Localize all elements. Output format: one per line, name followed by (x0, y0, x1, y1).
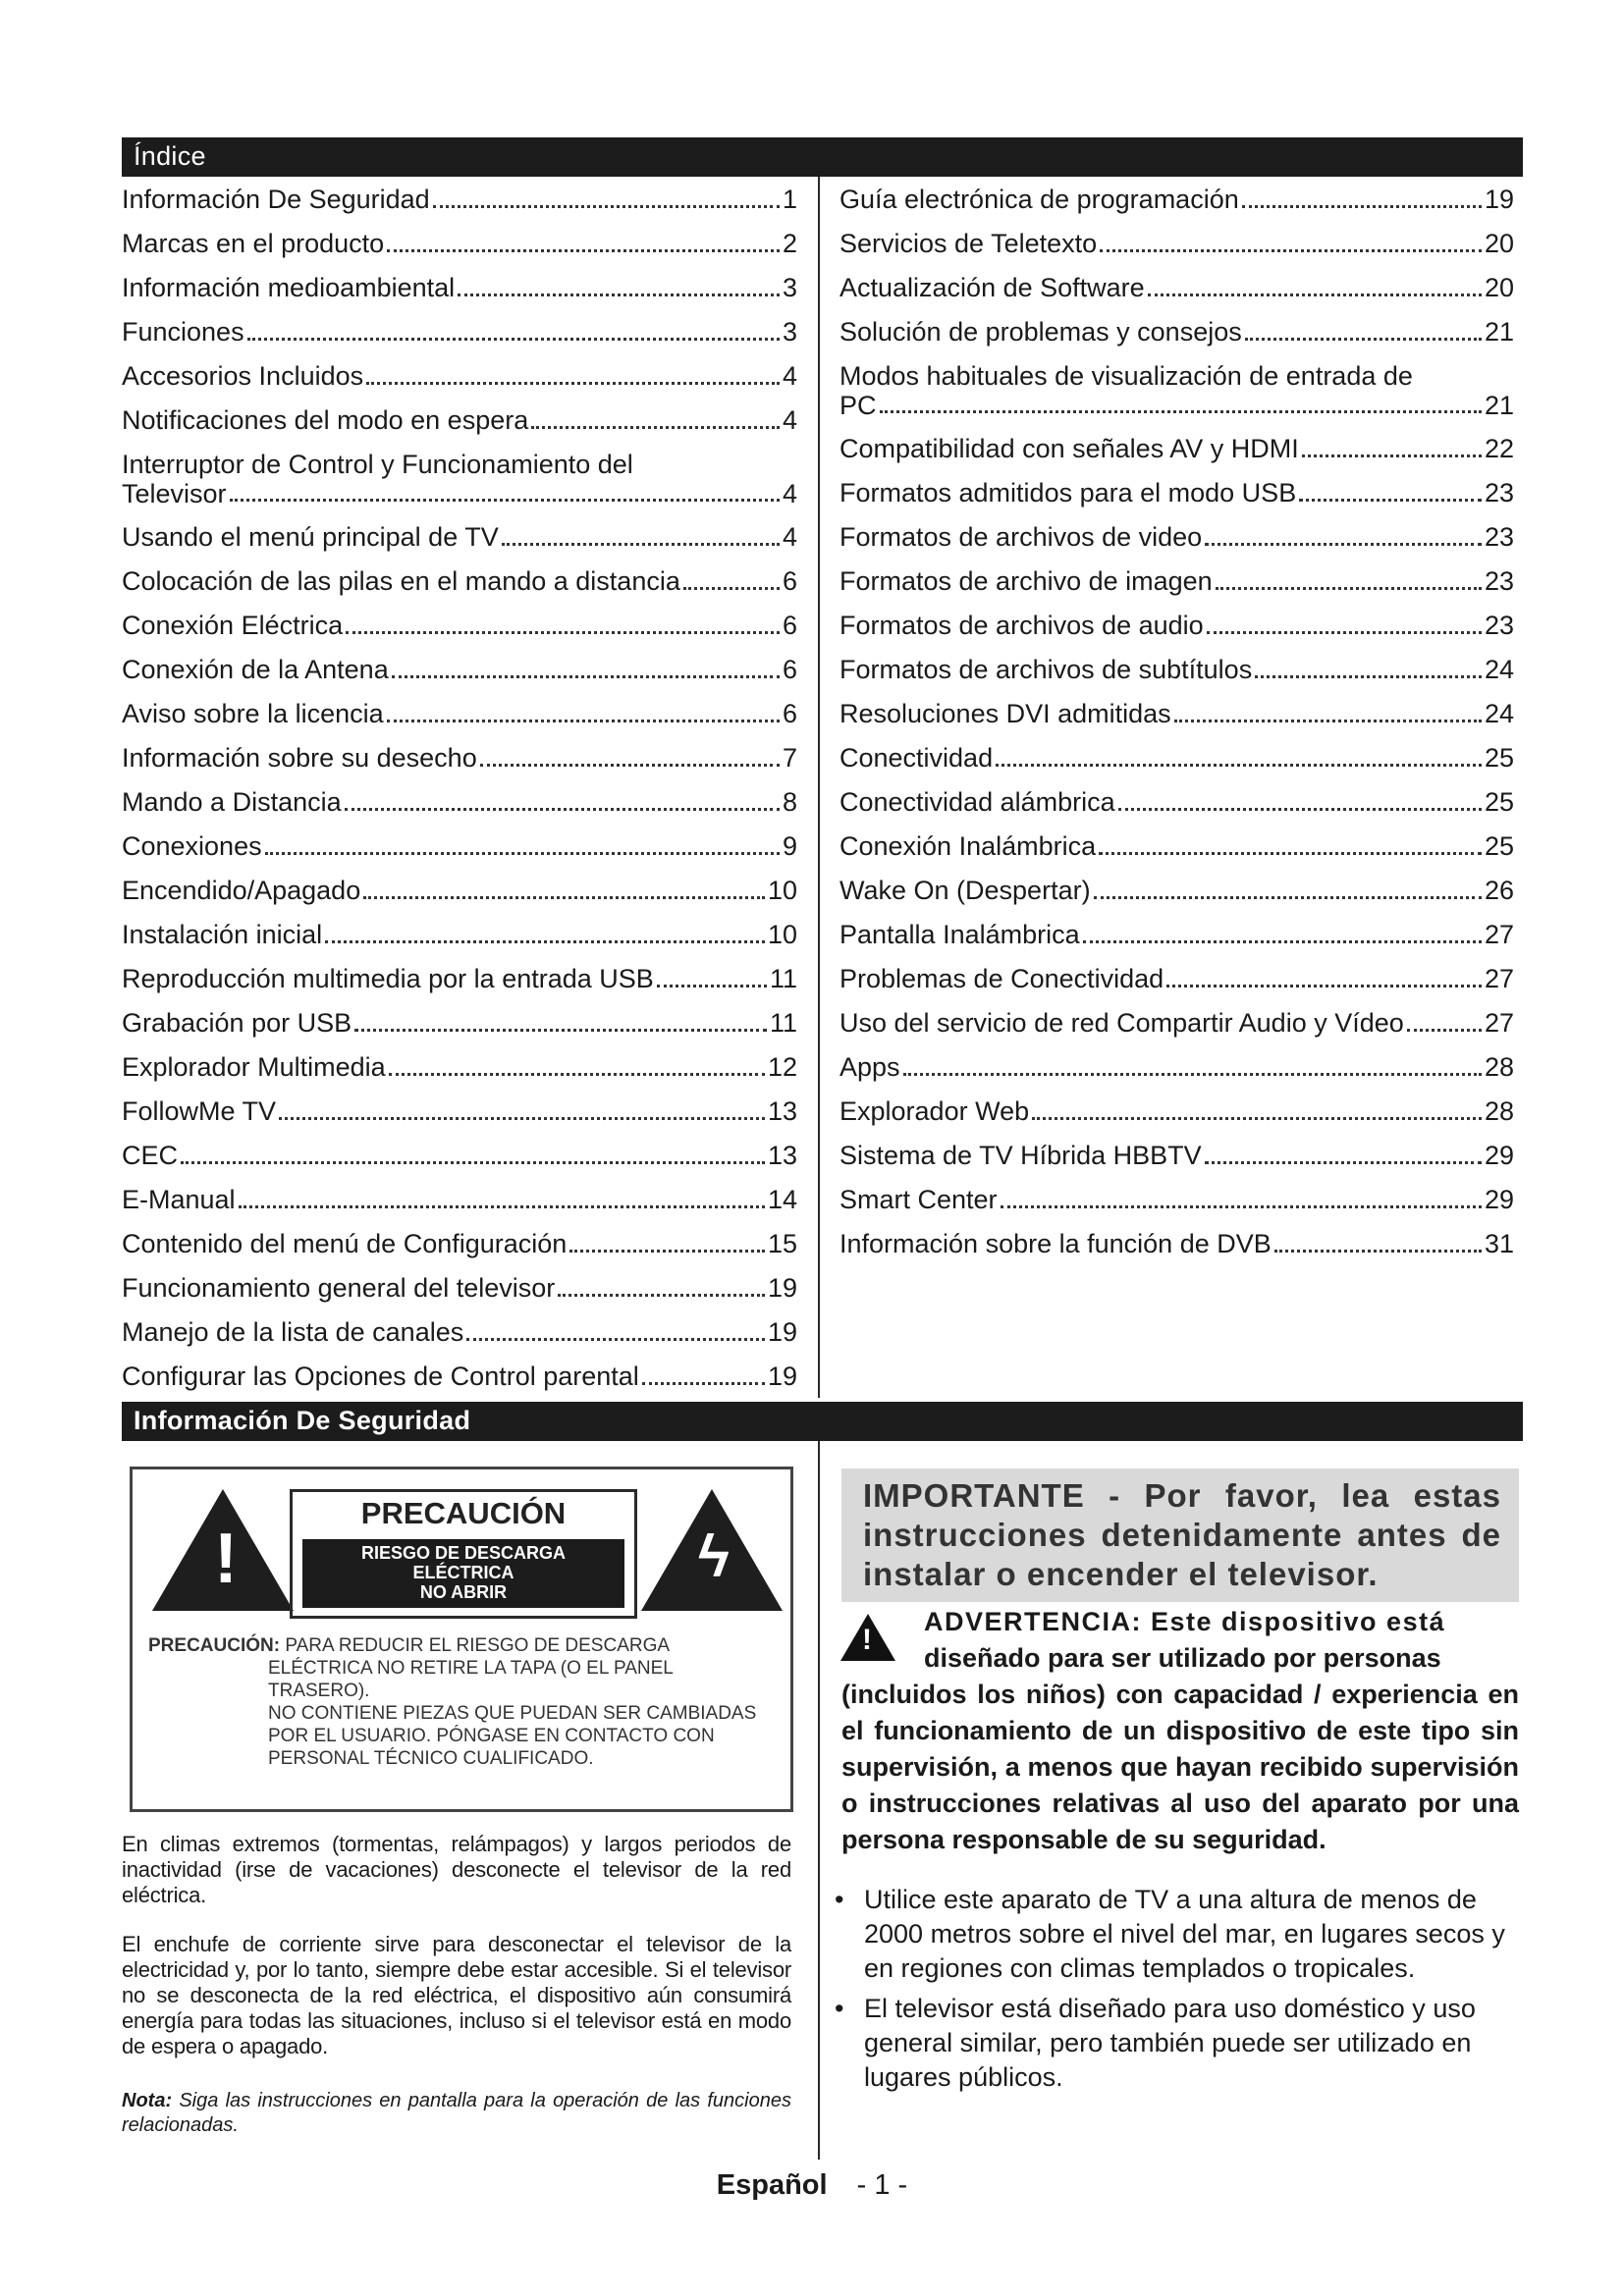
toc-page-number: 3 (782, 317, 797, 347)
warning-line-1: ADVERTENCIA: Este dispositivo está (924, 1607, 1446, 1636)
toc-leader-dots (389, 1073, 765, 1076)
toc-leader-dots (1148, 294, 1482, 296)
toc-page-number: 12 (767, 1052, 797, 1082)
toc-entry-title: Problemas de Conectividad (839, 964, 1164, 993)
toc-entry (122, 876, 797, 906)
toc-entry-title: Conexión Eléctrica (122, 611, 344, 640)
toc-entry-line (122, 479, 797, 508)
page-number: - 1 - (856, 2169, 908, 2201)
safety-bullets (835, 1883, 1532, 2101)
toc-entry-title: Pantalla Inalámbrica (839, 920, 1080, 949)
toc-entry (122, 1008, 797, 1039)
toc-entry (122, 1185, 797, 1215)
safety-title: Información De Seguridad (134, 1406, 471, 1435)
toc-page-number: 23 (1484, 522, 1514, 552)
toc-leader-dots (502, 543, 780, 546)
toc-entry (839, 831, 1514, 862)
toc-entry (839, 273, 1514, 303)
toc-entry-title: Encendido/Apagado (122, 876, 361, 905)
toc-entry-title: Información sobre la función de DVB (839, 1229, 1272, 1258)
toc-entry-title: Interruptor de Control y Funcionamiento del (122, 450, 633, 479)
toc-right-column (839, 185, 1514, 1273)
toc-entry-title: Conexión de la Antena (122, 655, 389, 684)
toc-entry-title: Conectividad (839, 743, 994, 773)
toc-entry (839, 566, 1514, 597)
risk-line-2: ELÉCTRICA (412, 1563, 514, 1582)
note-label: Nota: (122, 2090, 173, 2111)
toc-page-number: 27 (1484, 920, 1514, 949)
toc-entry (839, 1008, 1514, 1039)
toc-leader-dots (433, 205, 780, 208)
toc-entry-title: Mando a Distancia (122, 787, 342, 817)
toc-entry-title: Información sobre su desecho (122, 743, 477, 773)
toc-entry (839, 655, 1514, 685)
bullet-item (835, 1992, 1532, 2095)
toc-leader-dots (345, 808, 780, 811)
toc-entry (839, 229, 1514, 259)
toc-leader-dots (657, 985, 767, 988)
toc-entry (122, 964, 797, 994)
toc-page-number: 24 (1484, 699, 1514, 728)
toc-entry-title: Manejo de la lista de canales (122, 1317, 464, 1347)
toc-page-number: 6 (782, 699, 797, 728)
toc-page-number: 25 (1484, 831, 1514, 861)
toc-page-number: 3 (782, 273, 797, 302)
warning-text (841, 1604, 1519, 1858)
toc-leader-dots (1094, 896, 1482, 899)
toc-entry-title: Colocación de las pilas en el mando a distancia (122, 566, 680, 596)
page-footer (0, 2169, 1624, 2202)
toc-page-number: 11 (769, 1008, 797, 1038)
toc-leader-dots (569, 1250, 765, 1253)
toc-entry (839, 522, 1514, 553)
caution-label-box (130, 1467, 793, 1812)
toc-page-number: 26 (1484, 876, 1514, 905)
toc-page-number: 8 (782, 787, 797, 817)
warning-triangle-icon: ! (152, 1489, 294, 1611)
toc-entry-title: Compatibilidad con señales AV y HDMI (839, 434, 1299, 463)
toc-entry-title: Modos habituales de visualización de entrada de (839, 361, 1413, 391)
toc-leader-dots (1083, 940, 1482, 943)
toc-page-number: 13 (767, 1141, 797, 1170)
toc-entry-title: Servicios de Teletexto (839, 229, 1098, 258)
risk-label (302, 1539, 624, 1608)
toc-leader-dots (880, 410, 1482, 413)
toc-entry-title: Notificaciones del modo en espera (122, 405, 529, 435)
toc-leader-dots (1299, 499, 1482, 502)
toc-page-number: 31 (1484, 1229, 1514, 1258)
toc-entry-title: Conectividad alámbrica (839, 787, 1115, 817)
toc-entry (122, 1052, 797, 1083)
column-divider-bottom (818, 1441, 820, 2160)
toc-page-number: 23 (1484, 566, 1514, 596)
toc-leader-dots (1245, 338, 1482, 341)
toc-leader-dots (325, 940, 765, 943)
toc-entry-title: Formatos de archivos de audio (839, 611, 1204, 640)
toc-page-number: 10 (767, 920, 797, 949)
toc-entry (839, 1096, 1514, 1127)
toc-page-number: 20 (1484, 273, 1514, 302)
toc-leader-dots (354, 1029, 767, 1032)
toc-entry-line (839, 391, 1514, 420)
toc-page-number: 28 (1484, 1052, 1514, 1082)
toc-page-number: 21 (1484, 391, 1514, 420)
toc-page-number: 23 (1484, 611, 1514, 640)
toc-leader-dots (1100, 249, 1482, 252)
toc-entry-title: Conexión Inalámbrica (839, 831, 1097, 861)
toc-page-number: 27 (1484, 1008, 1514, 1038)
toc-entry-title-cont: Televisor (122, 479, 227, 508)
toc-leader-dots (1205, 1161, 1482, 1164)
toc-leader-dots (480, 764, 780, 767)
toc-page-number: 29 (1484, 1185, 1514, 1214)
toc-page-number: 6 (782, 566, 797, 596)
toc-page-number: 13 (767, 1096, 797, 1126)
bullet-mark: • (835, 1994, 844, 2023)
toc-leader-dots (1001, 1205, 1482, 1208)
toc-entry (839, 920, 1514, 950)
toc-entry-title: FollowMe TV (122, 1096, 277, 1126)
toc-page-number: 11 (769, 964, 797, 993)
toc-page-number: 19 (767, 1273, 797, 1303)
caution-first-line: PARA REDUCIR EL RIESGO DE DESCARGA (285, 1635, 671, 1656)
caution-line-2: ELÉCTRICA NO RETIRE LA TAPA (O EL PANEL TRASERO). (268, 1658, 674, 1701)
toc-entry (122, 229, 797, 259)
toc-entry (122, 522, 797, 553)
toc-leader-dots (1274, 1250, 1482, 1253)
toc-page-number: 4 (782, 405, 797, 435)
toc-leader-dots (642, 1382, 765, 1385)
toc-page-number: 14 (767, 1185, 797, 1214)
toc-leader-dots (1407, 1029, 1482, 1032)
toc-entry-title: Grabación por USB (122, 1008, 352, 1038)
toc-entry-title: Formatos admitidos para el modo USB (839, 478, 1297, 507)
toc-leader-dots (279, 1117, 765, 1120)
toc-leader-dots (1174, 720, 1482, 722)
lightning-triangle-icon: ϟ (641, 1489, 783, 1611)
toc-entry-title: Información De Seguridad (122, 185, 430, 214)
toc-entry (122, 831, 797, 862)
toc-page-number: 29 (1484, 1141, 1514, 1170)
toc-entry (122, 185, 797, 215)
toc-leader-dots (1242, 205, 1482, 208)
toc-page-number: 6 (782, 655, 797, 684)
toc-entry-title: Conexiones (122, 831, 262, 861)
toc-entry-title: Funcionamiento general del televisor (122, 1273, 556, 1303)
toc-page-number: 7 (782, 743, 797, 773)
risk-line-1: RIESGO DE DESCARGA (360, 1543, 567, 1563)
toc-entry-title: Smart Center (839, 1185, 998, 1214)
toc-leader-dots (392, 675, 780, 678)
toc-page-number: 28 (1484, 1096, 1514, 1126)
toc-entry (122, 1229, 797, 1259)
toc-page-number: 15 (767, 1229, 797, 1258)
toc-entry (839, 964, 1514, 994)
toc-entry (122, 920, 797, 950)
toc-page-number: 9 (782, 831, 797, 861)
toc-leader-dots (387, 249, 780, 252)
toc-entry (122, 1141, 797, 1171)
toc-leader-dots (230, 499, 780, 502)
toc-entry (839, 699, 1514, 729)
toc-entry (839, 1052, 1514, 1083)
toc-entry-title: Formatos de archivos de video (839, 522, 1203, 552)
note-text: Siga las instrucciones en pantalla para la operación de las funciones relacionadas. (122, 2090, 791, 2136)
toc-page-number: 2 (782, 229, 797, 258)
toc-entry (839, 185, 1514, 215)
toc-page-number: 4 (782, 522, 797, 552)
toc-page-number: 1 (782, 185, 797, 214)
toc-page-number: 19 (767, 1317, 797, 1347)
safety-header (122, 1402, 1523, 1441)
toc-entry (839, 876, 1514, 906)
toc-entry (122, 450, 797, 508)
toc-leader-dots (683, 587, 780, 590)
toc-leader-dots (366, 382, 780, 385)
index-header (122, 137, 1523, 177)
toc-leader-dots (458, 294, 780, 296)
toc-page-number: 27 (1484, 964, 1514, 993)
toc-entry-title: Usando el menú principal de TV (122, 522, 499, 552)
toc-page-number: 21 (1484, 317, 1514, 347)
toc-entry (839, 787, 1514, 818)
toc-entry (122, 273, 797, 303)
toc-leader-dots (996, 764, 1482, 767)
toc-leader-dots (1032, 1117, 1482, 1120)
toc-entry (122, 1362, 797, 1392)
toc-entry-title: Formatos de archivos de subtítulos (839, 655, 1253, 684)
bullet-text: El televisor está diseñado para uso doméstico y uso general similar, pero también puede ser utilizado en lugares públicos. (864, 1994, 1476, 2092)
toc-entry-title: CEC (122, 1141, 179, 1170)
toc-leader-dots (181, 1161, 765, 1164)
toc-entry-title: Marcas en el producto (122, 229, 385, 258)
toc-entry-title: Sistema de TV Híbrida HBBTV (839, 1141, 1202, 1170)
toc-page-number: 25 (1484, 743, 1514, 773)
toc-entry (122, 611, 797, 641)
toc-entry-title: E-Manual (122, 1185, 236, 1214)
toc-entry-title: Apps (839, 1052, 900, 1082)
toc-entry (122, 787, 797, 818)
toc-entry (839, 1141, 1514, 1171)
important-text: IMPORTANTE - Por favor, lea estas instrucciones detenidamente antes de instalar o encender el televisor. (863, 1477, 1501, 1592)
caution-label: PRECAUCIÓN: (148, 1635, 281, 1656)
toc-entry-title: Contenido del menú de Configuración (122, 1229, 568, 1258)
toc-entry-title: Formatos de archivo de imagen (839, 566, 1213, 596)
caution-line-3: NO CONTIENE PIEZAS QUE PUEDAN SER CAMBIADAS POR EL USUARIO. PÓNGASE EN CONTACTO CON PERSONAL TÉCNICO CUALIFICADO. (268, 1703, 757, 1769)
toc-entry (122, 566, 797, 597)
toc-page-number: 4 (782, 479, 797, 508)
toc-leader-dots (1255, 675, 1482, 678)
toc-entry (839, 1229, 1514, 1259)
toc-entry-title: Aviso sobre la licencia (122, 699, 384, 728)
column-divider-top (818, 177, 820, 1398)
toc-entry (839, 743, 1514, 774)
bullet-text: Utilice este aparato de TV a una altura de menos de 2000 metros sobre el nivel del mar, en lugares secos y en regiones con climas templados o tropicales. (864, 1885, 1505, 1983)
toc-entry-title: Explorador Multimedia (122, 1052, 386, 1082)
toc-entry (839, 478, 1514, 508)
toc-leader-dots (239, 1205, 765, 1208)
toc-entry (122, 1317, 797, 1348)
toc-entry (839, 611, 1514, 641)
warning-line-2: diseñado para ser utilizado por personas (924, 1643, 1441, 1673)
toc-entry (122, 743, 797, 774)
toc-page-number: 25 (1484, 787, 1514, 817)
toc-leader-dots (247, 338, 780, 341)
toc-leader-dots (1302, 454, 1482, 457)
toc-page-number: 19 (767, 1362, 797, 1391)
toc-page-number: 24 (1484, 655, 1514, 684)
toc-leader-dots (1166, 985, 1482, 988)
toc-entry (122, 405, 797, 436)
toc-page-number: 22 (1484, 434, 1514, 463)
toc-leader-dots (1118, 808, 1482, 811)
toc-entry-title: Solución de problemas y consejos (839, 317, 1242, 347)
toc-entry (839, 1185, 1514, 1215)
safety-note (122, 2089, 791, 2138)
toc-page-number: 19 (1484, 185, 1514, 214)
toc-leader-dots (1216, 587, 1482, 590)
toc-entry (122, 361, 797, 392)
toc-entry (122, 1273, 797, 1304)
safety-paragraph-2: El enchufe de corriente sirve para desconectar el televisor de la electricidad y, por lo tanto, siempre debe estar accesible. Si el televisor no se desconecta de la red eléctrica, el dispositivo aún consumirá energía para todas las situaciones, incluso si el televisor está en modo de espera o apagado. (122, 1932, 791, 2058)
toc-left-column (122, 185, 797, 1406)
bullet-mark: • (835, 1885, 844, 1914)
toc-entry-title: Configurar las Opciones de Control parental (122, 1362, 639, 1391)
toc-page-number: 20 (1484, 229, 1514, 258)
toc-page-number: 4 (782, 361, 797, 391)
toc-leader-dots (265, 852, 780, 855)
caution-title-frame (290, 1489, 637, 1619)
index-title: Índice (134, 141, 206, 171)
toc-page-number: 10 (767, 876, 797, 905)
toc-page-number: 6 (782, 611, 797, 640)
toc-leader-dots (1205, 543, 1482, 546)
toc-entry-title: Accesorios Incluidos (122, 361, 364, 391)
risk-line-3: NO ABRIR (419, 1582, 508, 1602)
toc-entry-title: Funciones (122, 317, 244, 347)
toc-entry (839, 361, 1514, 420)
toc-entry (839, 317, 1514, 347)
toc-leader-dots (903, 1073, 1482, 1076)
toc-leader-dots (363, 896, 765, 899)
toc-leader-dots (387, 720, 780, 722)
caution-title: PRECAUCIÓN (360, 1496, 567, 1530)
toc-entry-title: Actualización de Software (839, 273, 1145, 302)
warning-rest: (incluidos los niños) con capacidad / experiencia en el funcionamiento de un dispositivo de este tipo sin supervisión, a menos que hayan recibido supervisión o instrucciones relativas al uso del aparato por una persona responsable de su seguridad. (841, 1680, 1519, 1854)
toc-leader-dots (531, 426, 780, 429)
footer-language: Español (716, 2169, 828, 2201)
toc-leader-dots (558, 1294, 765, 1297)
safety-paragraph-1: En climas extremos (tormentas, relámpagos) y largos periodos de inactividad (irse de vacaciones) desconecte el televisor de la red eléctrica. (122, 1832, 791, 1907)
toc-entry (122, 655, 797, 685)
toc-entry-title: Instalación inicial (122, 920, 323, 949)
toc-entry (122, 317, 797, 347)
toc-entry-title: Wake On (Despertar) (839, 876, 1091, 905)
caution-text (148, 1634, 777, 1770)
toc-entry-title: Uso del servicio de red Compartir Audio y Vídeo (839, 1008, 1404, 1038)
toc-entry (122, 699, 797, 729)
warning-icon: ! (840, 1614, 895, 1661)
important-box (841, 1468, 1519, 1602)
toc-leader-dots (346, 631, 780, 634)
toc-entry-title: Explorador Web (839, 1096, 1030, 1126)
bullet-item (835, 1883, 1532, 1986)
toc-entry-title: Resoluciones DVI admitidas (839, 699, 1171, 728)
toc-entry (122, 1096, 797, 1127)
toc-entry (839, 434, 1514, 464)
toc-entry-title: Guía electrónica de programación (839, 185, 1239, 214)
toc-entry-title: Información medioambiental (122, 273, 456, 302)
toc-leader-dots (1207, 631, 1482, 634)
toc-entry-title: Reproducción multimedia por la entrada USB (122, 964, 654, 993)
toc-page-number: 23 (1484, 478, 1514, 507)
toc-entry-title-cont: PC (839, 391, 877, 420)
toc-leader-dots (466, 1338, 765, 1341)
toc-leader-dots (1099, 852, 1482, 855)
